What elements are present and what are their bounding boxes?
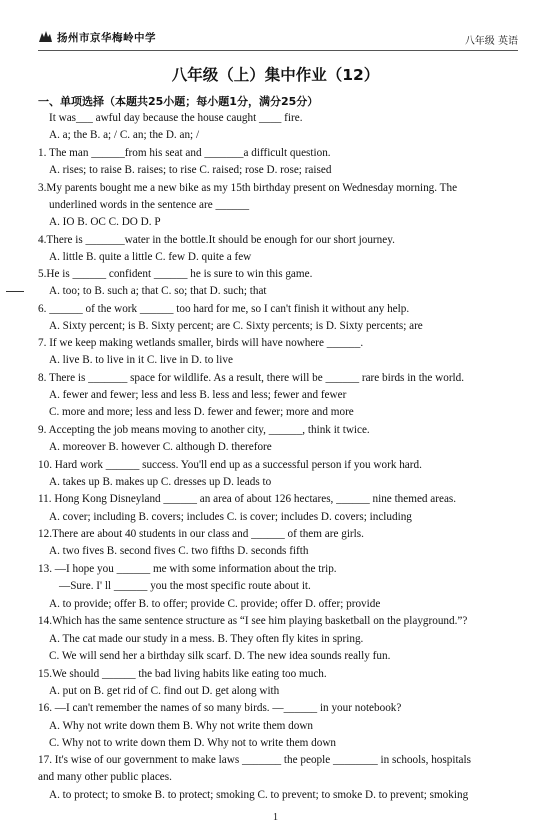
question-line: 5.He is ______ confident ______ he is sure to win this game. xyxy=(38,268,313,280)
question-line: 6. ______ of the work ______ too hard for me, so I can't finish it without any help. xyxy=(38,303,410,315)
option-line: A. takes up B. makes up C. dresses up D. leads to xyxy=(49,476,272,488)
grade-subject: 八年级 英语 xyxy=(464,36,518,47)
page-title: 八年级（上）集中作业（12） xyxy=(171,66,380,84)
option-line: A. two fives B. second fives C. two fifths D. seconds fifth xyxy=(49,545,309,557)
question-line: —Sure. I' ll ______ you the most specific route about it. xyxy=(59,580,311,592)
option-line: A. moreover B. however C. although D. therefore xyxy=(49,441,272,453)
option-line: A. rises; to raise B. raises; to rise C. raised; rose D. rose; raised xyxy=(49,164,332,176)
header-rule xyxy=(38,50,518,51)
option-line: C. We will send her a birthday silk scarf. D. The new idea sounds really fun. xyxy=(49,650,391,662)
question-line: It was___ awful day because the house caught ____ fire. xyxy=(49,112,303,124)
question-line: 10. Hard work ______ success. You'll end up as a successful person if you work hard. xyxy=(38,459,422,471)
option-line: A. live B. to live in it C. live in D. to live xyxy=(49,354,233,366)
option-line: C. Why not to write down them D. Why not to write them down xyxy=(49,737,337,749)
page-number: 1 xyxy=(273,812,278,823)
option-line: A. too; to B. such a; that C. so; that D. such; that xyxy=(49,285,267,297)
option-line: A. a; the B. a; / C. an; the D. an; / xyxy=(49,129,200,141)
page-header xyxy=(38,28,518,48)
question-line: 17. It's wise of our government to make laws _______ the people ________ in schools, hospitals xyxy=(38,754,471,766)
option-line: A. fewer and fewer; less and less B. less and less; fewer and fewer xyxy=(49,389,347,401)
section-heading: 一、单项选择（本题共25小题；每小题1分，满分25分） xyxy=(38,95,319,108)
option-line: A. Sixty percent; is B. Sixty percent; are C. Sixty percents; is D. Sixty percents; are xyxy=(49,320,423,332)
question-line: 13. —I hope you ______ me with some information about the trip. xyxy=(38,563,337,575)
question-line: underlined words in the sentence are ______ xyxy=(49,199,250,211)
option-line: A. IO B. OC C. DO D. P xyxy=(49,216,161,228)
question-line: and many other public places. xyxy=(38,771,172,783)
option-line: A. cover; including B. covers; includes C. is cover; includes D. covers; including xyxy=(49,511,412,523)
question-line: 1. The man ______from his seat and _______a difficult question. xyxy=(38,147,331,159)
question-line: 9. Accepting the job means moving to another city, ______, think it twice. xyxy=(38,424,370,436)
margin-dash xyxy=(6,291,24,292)
option-line: A. The cat made our study in a mess. B. They often fly kites in spring. xyxy=(49,633,364,645)
option-line: A. little B. quite a little C. few D. quite a few xyxy=(49,251,252,263)
option-line: A. Why not write down them B. Why not write them down xyxy=(49,720,314,732)
question-line: 7. If we keep making wetlands smaller, birds will have nowhere ______. xyxy=(38,337,364,349)
question-line: 12.There are about 40 students in our class and ______ of them are girls. xyxy=(38,528,364,540)
school-logo-icon xyxy=(38,30,53,43)
question-line: 3.My parents bought me a new bike as my 15th birthday present on Wednesday morning. The xyxy=(38,182,458,194)
option-line: A. put on B. get rid of C. find out D. get along with xyxy=(49,685,280,697)
option-line: A. to protect; to smoke B. to protect; smoking C. to prevent; to smoke D. to prevent; smoking xyxy=(49,789,469,801)
school-name-text: 扬州市京华梅岭中学 xyxy=(57,32,156,44)
question-line: 16. —I can't remember the names of so many birds. —______ in your notebook? xyxy=(38,702,402,714)
option-line: A. to provide; offer B. to offer; provide C. provide; offer D. offer; provide xyxy=(49,598,381,610)
question-line: 14.Which has the same sentence structure as “I see him playing basketball on the playground.”? xyxy=(38,615,468,627)
question-line: 11. Hong Kong Disneyland ______ an area of about 126 hectares, ______ nine themed areas. xyxy=(38,493,457,505)
question-line: 15.We should ______ the bad living habits like eating too much. xyxy=(38,668,327,680)
option-line: C. more and more; less and less D. fewer and fewer; more and more xyxy=(49,406,354,418)
question-line: 4.There is _______water in the bottle.It should be enough for our short journey. xyxy=(38,234,395,246)
question-line: 8. There is _______ space for wildlife. As a result, there will be ______ rare birds in the world. xyxy=(38,372,465,384)
school-name xyxy=(38,30,156,45)
